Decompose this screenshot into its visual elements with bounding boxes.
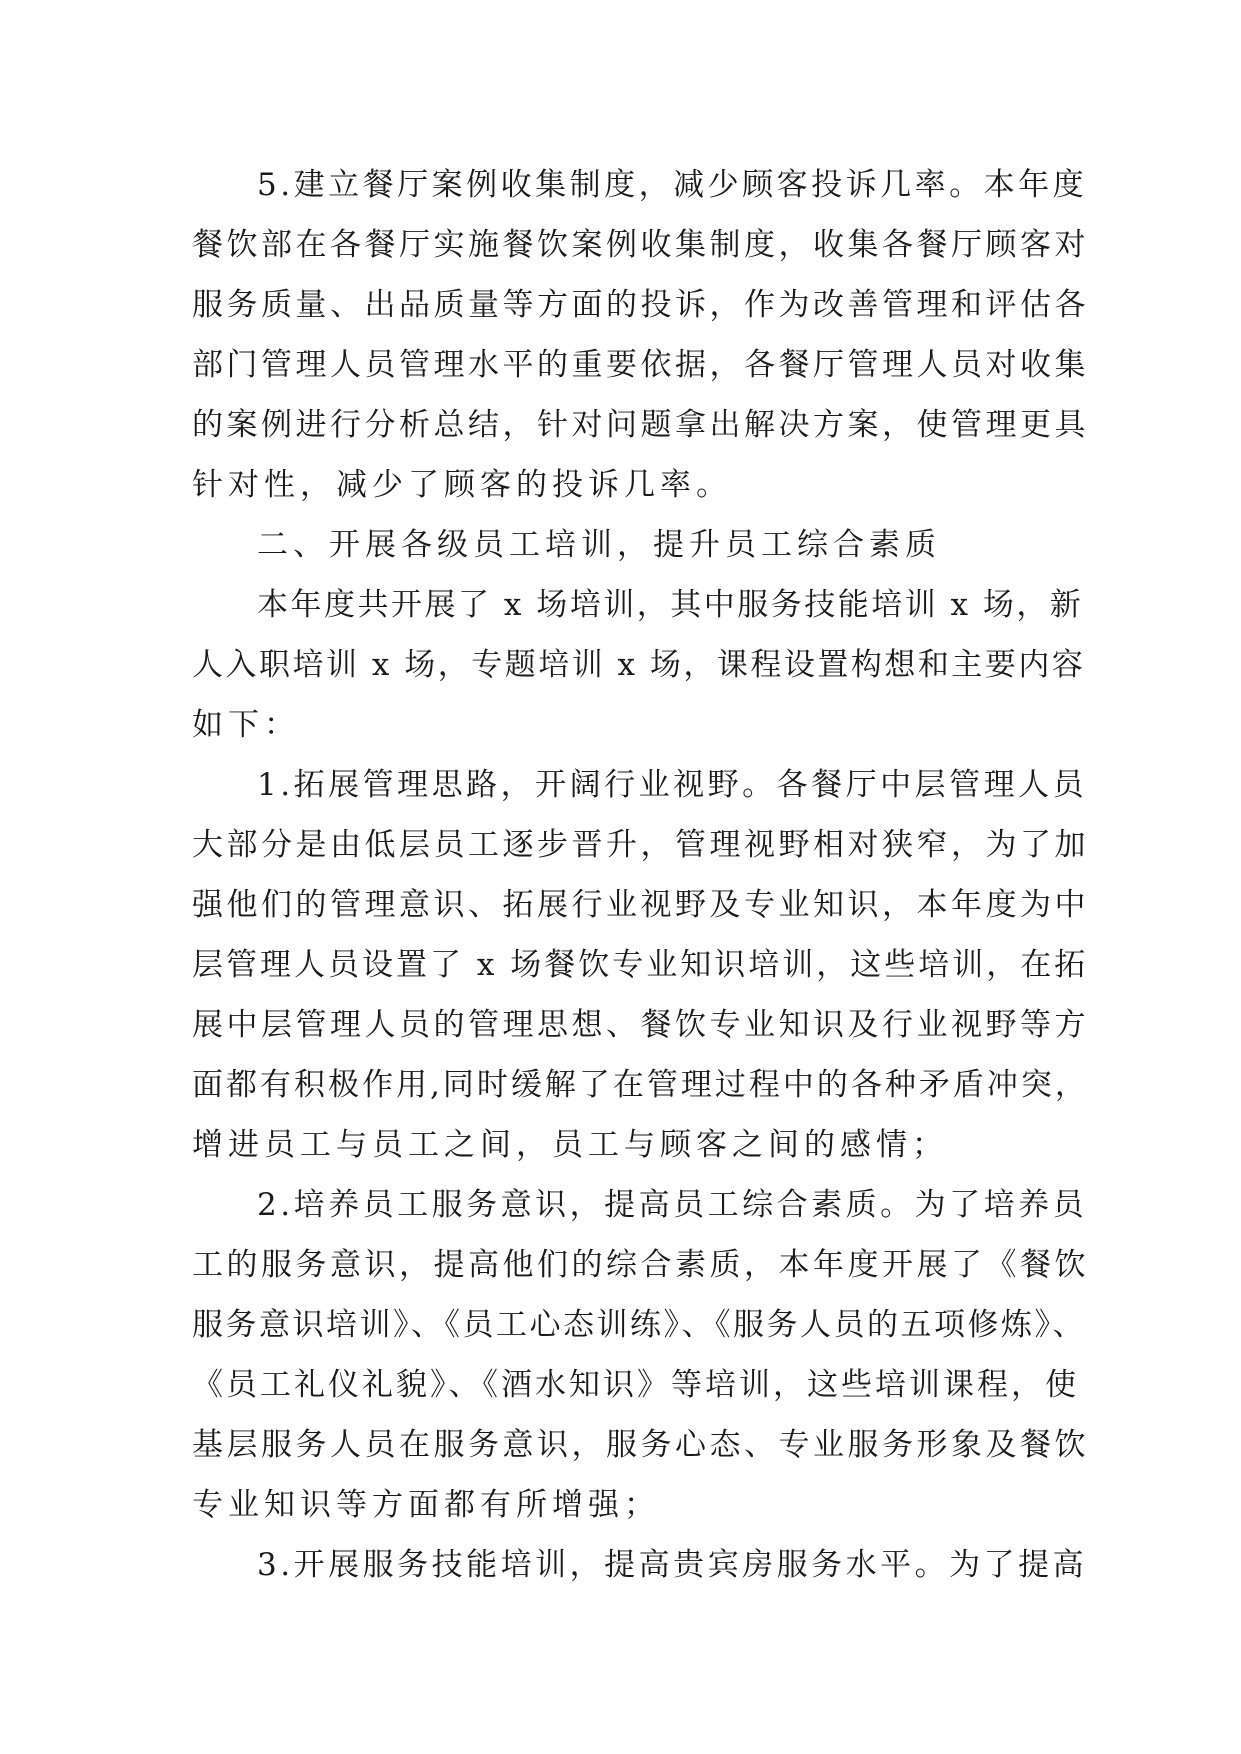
- text-line: 餐饮部在各餐厅实施餐饮案例收集制度，收集各餐厅顾客对: [192, 227, 1089, 263]
- body-text: [192, 155, 1092, 1595]
- text-line: 2.培养员工服务意识，提高员工综合素质。为了培养员: [257, 1187, 1088, 1223]
- text-line: 《员工礼仪礼貌》、《酒水知识》等培训，这些培训课程，使: [192, 1367, 1079, 1403]
- text-line: 专业知识等方面都有所增强；: [192, 1487, 660, 1523]
- text-line: 如下：: [192, 707, 300, 743]
- text-line: 的案例进行分析总结，针对问题拿出解决方案，使管理更具: [192, 407, 1089, 443]
- text-line: 服务质量、出品质量等方面的投诉，作为改善管理和评估各: [192, 287, 1089, 323]
- text-line: 层管理人员设置了 x 场餐饮专业知识培训，这些培训，在拓: [192, 947, 1089, 983]
- text-line: 本年度共开展了 x 场培训，其中服务技能培训 x 场，新: [257, 587, 1084, 623]
- text-line: 1.拓展管理思路，开阔行业视野。各餐厅中层管理人员: [257, 767, 1088, 803]
- text-line: 人入职培训 x 场，专题培训 x 场，课程设置构想和主要内容: [192, 647, 1086, 683]
- text-line: 部门管理人员管理水平的重要依据，各餐厅管理人员对收集: [192, 347, 1089, 383]
- text-line: 3.开展服务技能培训，提高贵宾房服务水平。为了提高: [257, 1547, 1088, 1583]
- text-line: 二、开展各级员工培训，提升员工综合素质: [257, 527, 941, 563]
- text-line: 强他们的管理意识、拓展行业视野及专业知识，本年度为中: [192, 887, 1089, 923]
- text-line: 大部分是由低层员工逐步晋升，管理视野相对狭窄，为了加: [192, 827, 1089, 863]
- text-line: 工的服务意识，提高他们的综合素质，本年度开展了《餐饮: [192, 1247, 1089, 1283]
- text-line: 基层服务人员在服务意识，服务心态、专业服务形象及餐饮: [192, 1427, 1089, 1463]
- text-line: 增进员工与员工之间，员工与顾客之间的感情；: [192, 1127, 948, 1163]
- text-line: 5.建立餐厅案例收集制度，减少顾客投诉几率。本年度: [257, 167, 1088, 203]
- text-line: 服务意识培训》、《员工心态训练》、《服务人员的五项修炼》、: [192, 1307, 1086, 1343]
- text-line: 针对性，减少了顾客的投诉几率。: [192, 467, 732, 503]
- text-line: 面都有积极作用,同时缓解了在管理过程中的各种矛盾冲突，: [192, 1067, 1089, 1103]
- text-line: 展中层管理人员的管理思想、餐饮专业知识及行业视野等方: [192, 1007, 1089, 1043]
